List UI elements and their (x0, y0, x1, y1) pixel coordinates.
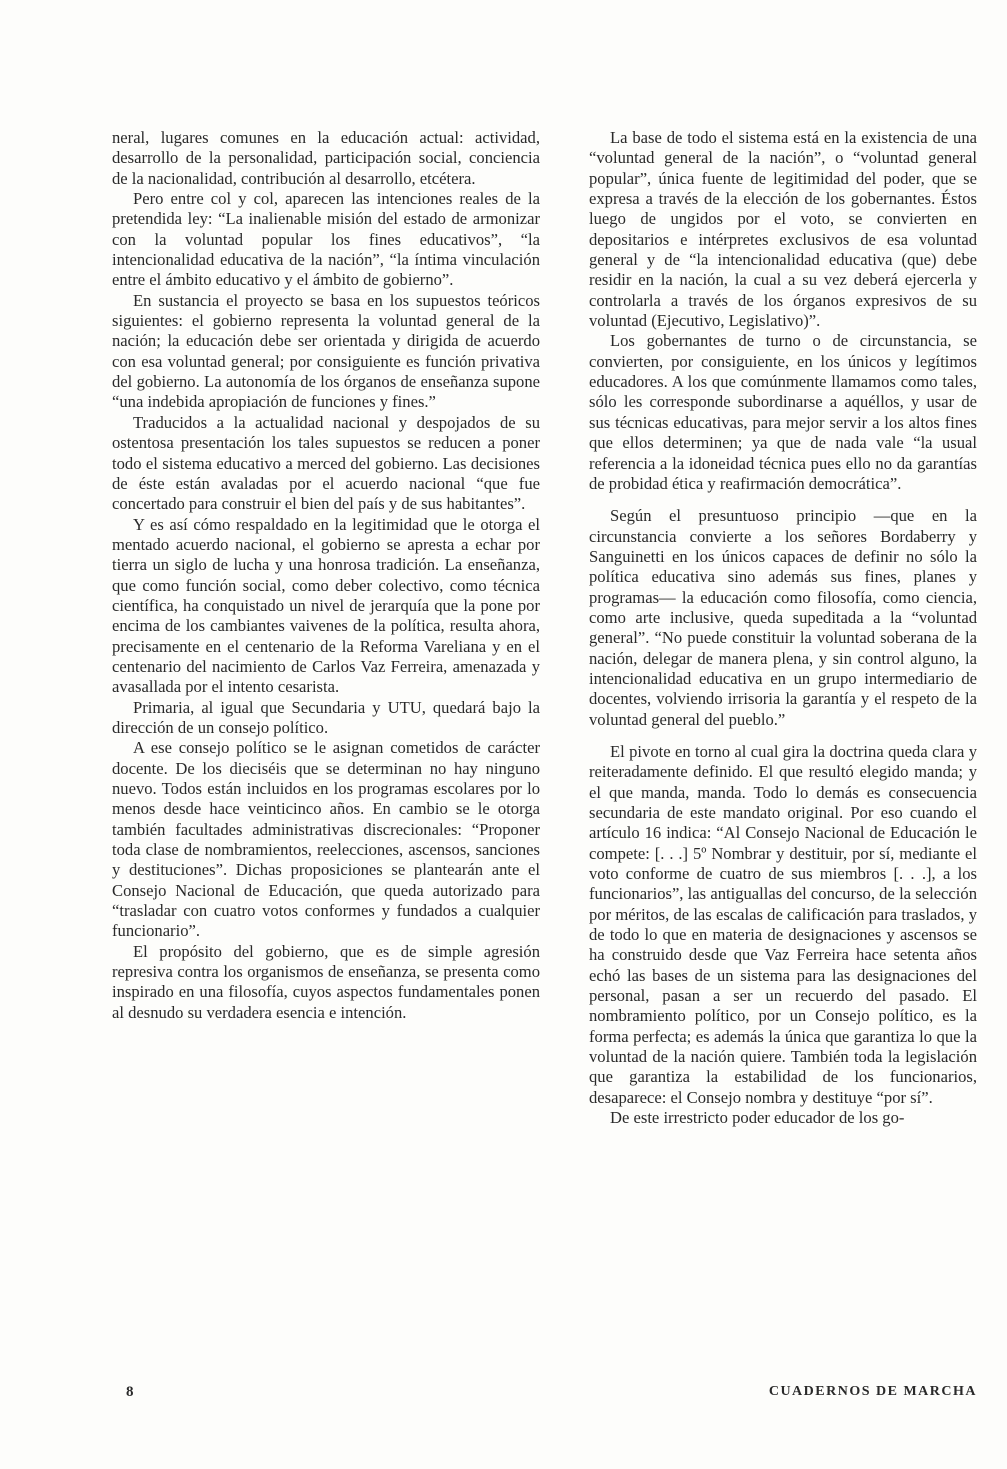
publication-name: CUADERNOS DE MARCHA (768, 1384, 977, 1399)
paragraph: El pivote en torno al cual gira la doctrina queda clara y reiteradamente definido. El que resultó elegido manda; y el que manda, manda. Todo lo demás es consecuencia secundaria de este mandato original. Por eso cuando el artículo 16 indica: “Al Consejo Nacional de Educación le compete: [. . .] 5º Nombrar y destituir, por sí, mediante el voto conforme de cuatro de sus miembros [. . .], a los funcionarios”, las antiguallas del concurso, de la selección por méritos, de las escalas de calificación para traslados, y de todo lo que en materia de designaciones y ascensos se ha construido desde que Vaz Ferreira hace setenta años echó las bases de un sistema para las designaciones del personal, pasan a ser un recuerdo del pasado. El nombramiento político, por un Consejo político, es la forma perfecta; es además la única que garantiza lo que la voluntad de la nación quiere. También toda la legislación que garantiza la estabilidad de los funcionarios, desaparece: el Consejo nombra y destituye “por sí”. (589, 741, 977, 1107)
page-number: 8 (126, 1384, 134, 1400)
paragraph: En sustancia el proyecto se basa en los supuestos teóricos siguientes: el gobierno representa la voluntad general de la nación; la educación debe ser orientada y dirigida de acuerdo con esa voluntad general; por consiguiente es función privativa del gobierno. La autonomía de los órganos de enseñanza supone “una indebida apropiación de funciones y fines.” (112, 290, 540, 412)
paragraph: Y es así cómo respaldado en la legitimidad que le otorga el mentado acuerdo nacional, el gobierno se apresta a echar por tierra un siglo de lucha y una honrosa tradición. La enseñanza, que como función social, como deber colectivo, como técnica científica, ha conquistado un nivel de jerarquía que la pone por encima de los cambiantes vaivenes de la política, resulta ahora, precisamente en el centenario de la Reforma Vareliana y en el centenario del nacimiento de Carlos Vaz Ferreira, amenazada y avasallada por el intento cesarista. (112, 514, 540, 697)
paragraph: Traducidos a la actualidad nacional y despojados de su ostentosa presentación los tales supuestos se reducen a poner todo el sistema educativo a merced del gobierno. Las decisiones de éste están avaladas por el acuerdo nacional “que fue concertado para construir el bien del país y de sus habitantes”. (112, 412, 540, 514)
paragraph: La base de todo el sistema está en la existencia de una “voluntad general de la nación”, o “voluntad general popular”, única fuente de legitimidad del poder, que se expresa a través de la elección de los gobernantes. Éstos luego de ungidos por el voto, se convierten en depositarios e intérpretes exclusivos de esa voluntad general y de “la intencionalidad educativa (que) debe residir en la nación, la cual a su vez deberá ejercerla y controlarla a través de los órganos expresivos de su voluntad (Ejecutivo, Legislativo)”. (589, 128, 977, 331)
paragraph: A ese consejo político se le asignan cometidos de carácter docente. De los dieciséis que se determinan no hay ninguno nuevo. Todos están incluidos en los programas escolares por lo menos desde hace veinticinco años. En cambio se le otorga también facultades administrativas discrecionales: “Proponer toda clase de nombramientos, reelecciones, ascensos, sanciones y destituciones”. Dichas proposiciones se plantearán ante el Consejo Nacional de Educación, que queda autorizado para “trasladar con cuatro votos conformes y fundados a cualquier funcionario”. (112, 738, 540, 941)
paragraph: El propósito del gobierno, que es de simple agresión represiva contra los organismos de enseñanza, se presenta como inspirado en una filosofía, cuyos aspectos fundamentales ponen al desnudo su verdadera esencia e intención. (112, 941, 540, 1022)
paragraph: neral, lugares comunes en la educación actual: actividad, desarrollo de la personalidad, participación social, conciencia de la nacionalidad, contribución al desarrollo, etcétera. (112, 128, 540, 188)
paragraph: Pero entre col y col, aparecen las intenciones reales de la pretendida ley: “La inalienable misión del estado de armonizar con la voluntad popular los fines educativos”, “la intencionalidad educativa de la nación”, “la íntima vinculación entre el ámbito educativo y el ámbito de gobierno”. (112, 189, 540, 290)
right-column (589, 128, 977, 1129)
paragraph: Según el presuntuoso principio —que en la circunstancia convierte a los señores Bordaberry y Sanguinetti en los únicos capaces de definir no sólo la política educativa sino además sus fines, planes y programas— la educación como filosofía, como ciencia, como arte inclusive, queda supeditada a la “voluntad general”. “No puede constituir la voluntad soberana de la nación, delegar de manera plena, y sin control alguno, la intencionalidad educativa en un grupo intermediario de docentes, volviendo irrisoria la garantía y el respeto de la voluntad general del pueblo.” (589, 506, 977, 729)
left-column (112, 128, 540, 1023)
paragraph: Los gobernantes de turno o de circunstancia, se convierten, por consiguiente, en los únicos y legítimos educadores. A los que comúnmente llamamos como tales, sólo les corresponde subordinarse a aquéllos, y usar de sus técnicas educativas, para mejor servir a los altos fines que ellos determinen; ya que de nada vale “la usual referencia a la idoneidad técnica pues ello no da garantías de probidad ética y reafirmación democrática”. (589, 331, 977, 493)
paragraph: Primaria, al igual que Secundaria y UTU, quedará bajo la dirección de un consejo político. (112, 697, 540, 737)
paragraph: De este irrestricto poder educador de los go- (610, 1108, 905, 1128)
